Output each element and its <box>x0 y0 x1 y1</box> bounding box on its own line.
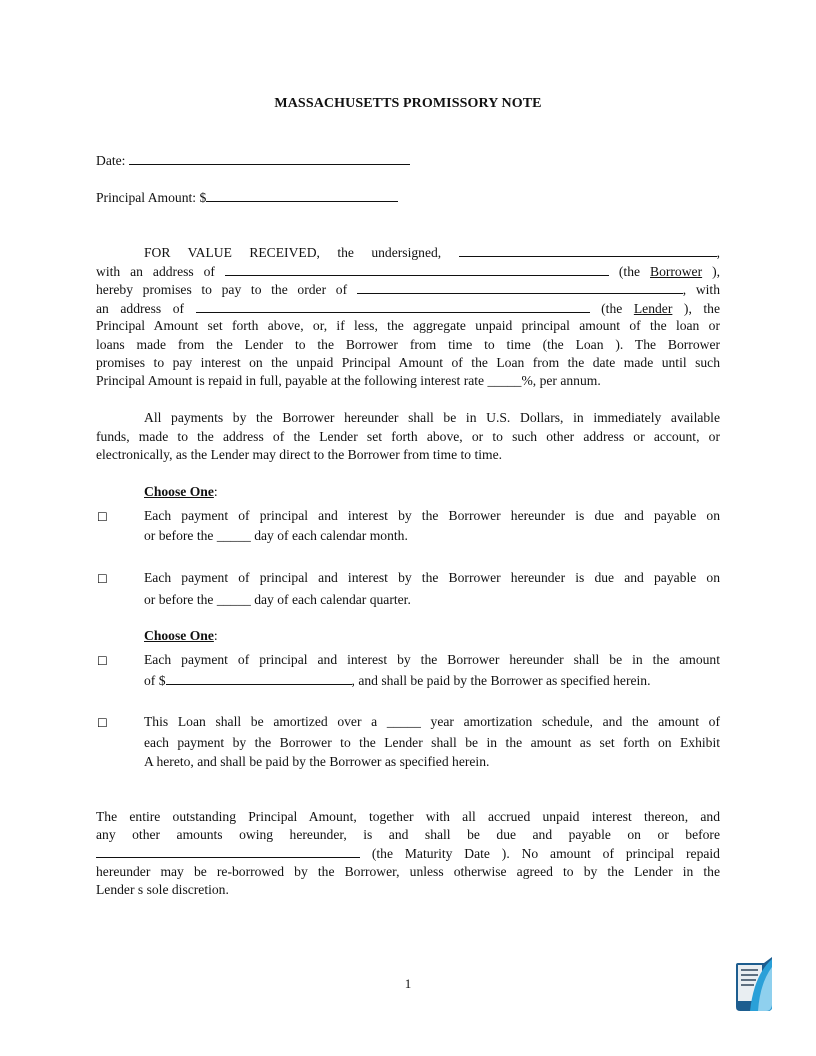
borrower-name-field[interactable] <box>459 243 717 257</box>
checkbox-fixed-amount[interactable]: ☐ <box>97 654 108 668</box>
para3-line4: hereunder may be re-borrowed by the Borrower, unless otherwise agreed to by the Lender in the <box>96 864 720 879</box>
payment-amount-field[interactable] <box>166 671 352 685</box>
choose-one-heading: Choose One: <box>144 484 218 499</box>
para2-line3: electronically, as the Lender may direct to the Borrower from time to time. <box>96 447 503 462</box>
option-monthly-line1: Each payment of principal and interest by the Borrower hereunder is due and payable on <box>144 508 720 523</box>
date-label: Date: <box>96 153 126 168</box>
option-quarterly-line2: or before the _____ day of each calendar quarter. <box>144 592 411 607</box>
para1-line1: FOR VALUE RECEIVED, the undersigned, , <box>144 245 720 260</box>
para1-line7: promises to pay interest on the unpaid Principal Amount of the Loan from the date made until such <box>96 355 720 370</box>
principal-line <box>96 188 398 207</box>
option-amortized-line3: A hereto, and shall be paid by the Borrower as specified herein. <box>144 754 490 769</box>
lender-name-field[interactable] <box>357 280 683 294</box>
lender-term: Lender <box>633 301 673 316</box>
checkbox-quarterly[interactable]: ☐ <box>97 572 108 586</box>
principal-amount-field[interactable] <box>206 188 398 202</box>
para3-line5: Lender s sole discretion. <box>96 882 229 897</box>
lender-address-field[interactable] <box>196 299 590 313</box>
borrower-address-field[interactable] <box>225 262 609 276</box>
checkbox-monthly[interactable]: ☐ <box>97 510 108 524</box>
para1-line4: an address of (the Lender ), the <box>96 301 721 316</box>
option-fixed-amount-line2: of $ , and shall be paid by the Borrower as specified herein. <box>144 673 651 688</box>
date-field[interactable] <box>129 151 410 165</box>
principal-label: Principal Amount: $ <box>96 190 207 205</box>
option-amortized-line1: This Loan shall be amortized over a _____ year amortization schedule, and the amount of <box>144 714 720 729</box>
choose-one-heading-2: Choose One: <box>144 628 218 643</box>
para1-line2: with an address of (the Borrower ), <box>96 264 721 279</box>
para1-line5: Principal Amount set forth above, or, if less, the aggregate unpaid principal amount of the loan or <box>96 318 720 333</box>
option-quarterly-line1: Each payment of principal and interest by the Borrower hereunder is due and payable on <box>144 570 720 585</box>
option-monthly-line2: or before the _____ day of each calendar month. <box>144 528 408 543</box>
option-amortized-line2: each payment by the Borrower to the Lender shall be in the amount as set forth on Exhibit <box>144 735 720 750</box>
para1-line8: Principal Amount is repaid in full, payable at the following interest rate _____%, per annum. <box>96 373 601 388</box>
para3-line1: The entire outstanding Principal Amount, together with all accrued unpaid interest thereon, and <box>96 809 720 824</box>
option-fixed-amount-line1: Each payment of principal and interest by the Borrower hereunder shall be in the amount <box>144 652 720 667</box>
checkbox-amortized[interactable]: ☐ <box>97 716 108 730</box>
borrower-term: Borrower <box>650 264 703 279</box>
page-number: 1 <box>404 976 412 991</box>
document-title: MASSACHUSETTS PROMISSORY NOTE <box>274 96 542 111</box>
date-line <box>96 151 410 170</box>
para2-line1: All payments by the Borrower hereunder shall be in U.S. Dollars, in immediately available <box>144 410 720 425</box>
para1-line3: hereby promises to pay to the order of , with <box>96 282 720 297</box>
maturity-date-field[interactable] <box>96 844 360 858</box>
para3-line3: (the Maturity Date ). No amount of principal repaid <box>96 844 720 863</box>
para2-line2: funds, made to the address of the Lender set forth above, or to such other address or account, or <box>96 429 720 444</box>
formswift-document-logo-icon <box>734 957 774 1013</box>
para3-line2: any other amounts owing hereunder, is and shall be due and payable on or before <box>96 827 720 842</box>
para1-line6: loans made from the Lender to the Borrower from time to time (the Loan ). The Borrower <box>96 337 720 352</box>
